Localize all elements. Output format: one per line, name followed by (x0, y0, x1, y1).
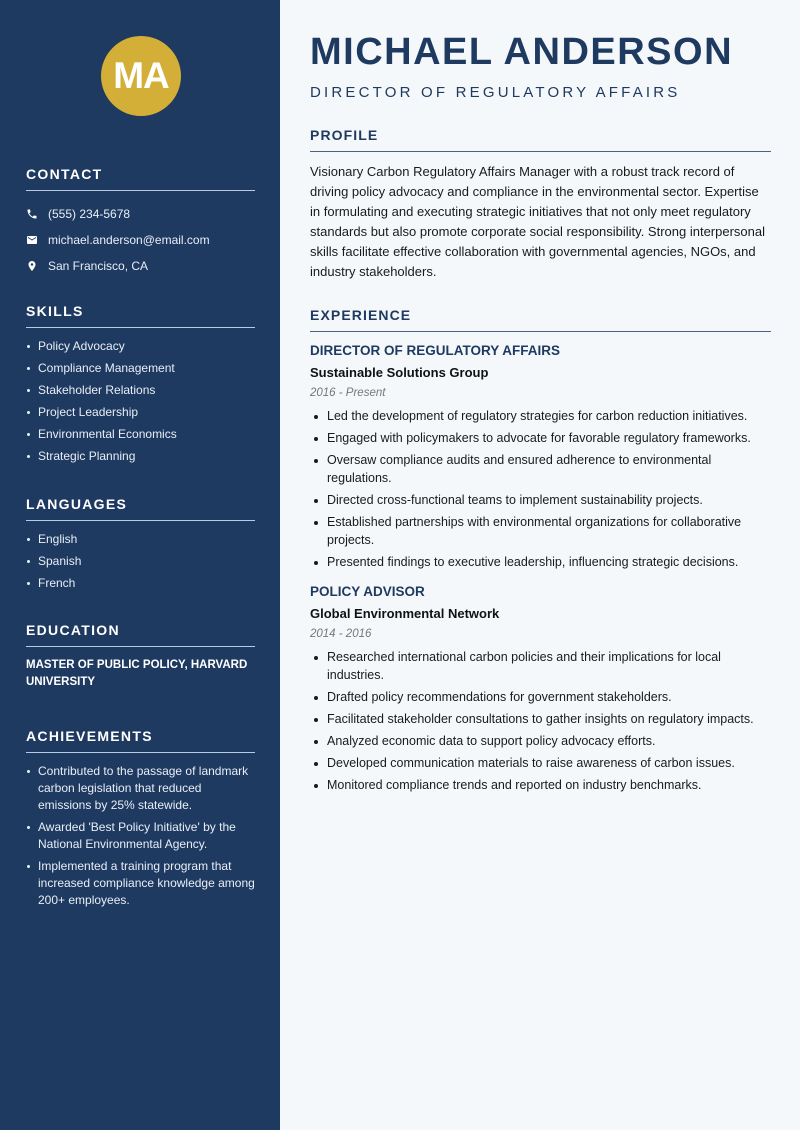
education-degree: MASTER OF PUBLIC POLICY, HARVARD UNIVERSITY (26, 659, 248, 688)
job-dates: 2014 - 2016 (310, 628, 372, 640)
language-item: English (26, 531, 255, 548)
avatar (101, 36, 181, 116)
language-item: Spanish (26, 553, 255, 570)
skill-item: Environmental Economics (26, 426, 255, 443)
candidate-name: MICHAEL ANDERSON (310, 31, 734, 73)
skills-list (26, 338, 255, 465)
skill-item: Policy Advocacy (26, 338, 255, 355)
job-bullet: Developed communication materials to raise awareness of carbon issues. (310, 754, 771, 772)
languages-list (26, 531, 255, 592)
job-bullet: Facilitated stakeholder consultations to gather insights on regulatory impacts. (310, 710, 771, 728)
skill-item: Stakeholder Relations (26, 382, 255, 399)
job-bullet: Analyzed economic data to support policy advocacy efforts. (310, 732, 771, 750)
location-text: San Francisco, CA (48, 259, 149, 273)
achievements-section (26, 728, 255, 914)
job-bullets (310, 407, 771, 571)
language-item: French (26, 575, 255, 592)
skill-item: Compliance Management (26, 360, 255, 377)
languages-heading: LANGUAGES (26, 496, 255, 521)
achievements-heading: ACHIEVEMENTS (26, 728, 255, 753)
avatar-initials: MA (113, 55, 169, 96)
skill-item: Project Leadership (26, 404, 255, 421)
job-bullet: Established partnerships with environmental organizations for collaborative projects. (310, 513, 771, 549)
phone-text[interactable]: (555) 234-5678 (48, 207, 131, 221)
job-bullet: Led the development of regulatory strategies for carbon reduction initiatives. (310, 407, 771, 425)
job-bullets (310, 648, 771, 794)
languages-section (26, 496, 255, 597)
location-pin-icon (26, 260, 38, 272)
job-bullet: Drafted policy recommendations for government stakeholders. (310, 688, 771, 706)
job-bullet: Oversaw compliance audits and ensured adherence to environmental regulations. (310, 451, 771, 487)
contact-phone (26, 201, 255, 227)
job-company: Sustainable Solutions Group (310, 365, 489, 380)
email-icon (26, 234, 38, 246)
candidate-title: DIRECTOR OF REGULATORY AFFAIRS (310, 84, 681, 101)
education-section (26, 622, 255, 691)
job-title: POLICY ADVISOR (310, 584, 425, 599)
experience-heading: EXPERIENCE (310, 307, 771, 332)
job-bullet: Monitored compliance trends and reported on industry benchmarks. (310, 776, 771, 794)
skills-heading: SKILLS (26, 303, 255, 328)
job-dates: 2016 - Present (310, 387, 386, 399)
contact-section (26, 166, 255, 279)
profile-section (310, 127, 771, 282)
achievement-item: Implemented a training program that increased compliance knowledge among 200+ employees. (26, 858, 255, 909)
experience-section (310, 307, 771, 798)
achievements-list (26, 763, 255, 909)
job-entry (310, 583, 771, 794)
contact-location (26, 253, 255, 279)
job-entry (310, 342, 771, 571)
phone-icon (26, 208, 38, 220)
achievement-item: Awarded 'Best Policy Initiative' by the National Environmental Agency. (26, 819, 255, 853)
contact-heading: CONTACT (26, 166, 255, 191)
profile-text: Visionary Carbon Regulatory Affairs Manager with a robust track record of driving policy advocacy and compliance in the environmental sector. Expertise in formulating and executing strategic initiatives that not only meet regulatory standards but also promote corporate social responsibility. Strong interpersonal skills facilitate effective collaboration with governmental agencies, NGOs, and industry stakeholders. (310, 164, 765, 279)
contact-email (26, 227, 255, 253)
email-text[interactable]: michael.anderson@email.com (48, 233, 210, 247)
job-bullet: Researched international carbon policies and their implications for local industries. (310, 648, 771, 684)
profile-heading: PROFILE (310, 127, 771, 152)
education-heading: EDUCATION (26, 622, 255, 647)
job-bullet: Engaged with policymakers to advocate for favorable regulatory frameworks. (310, 429, 771, 447)
job-bullet: Presented findings to executive leadership, influencing strategic decisions. (310, 553, 771, 571)
achievement-item: Contributed to the passage of landmark carbon legislation that reduced emissions by 25% statewide. (26, 763, 255, 814)
sidebar (0, 0, 280, 1130)
job-title: DIRECTOR OF REGULATORY AFFAIRS (310, 343, 561, 358)
job-bullet: Directed cross-functional teams to implement sustainability projects. (310, 491, 771, 509)
skill-item: Strategic Planning (26, 448, 255, 465)
job-company: Global Environmental Network (310, 606, 500, 621)
skills-section (26, 303, 255, 470)
